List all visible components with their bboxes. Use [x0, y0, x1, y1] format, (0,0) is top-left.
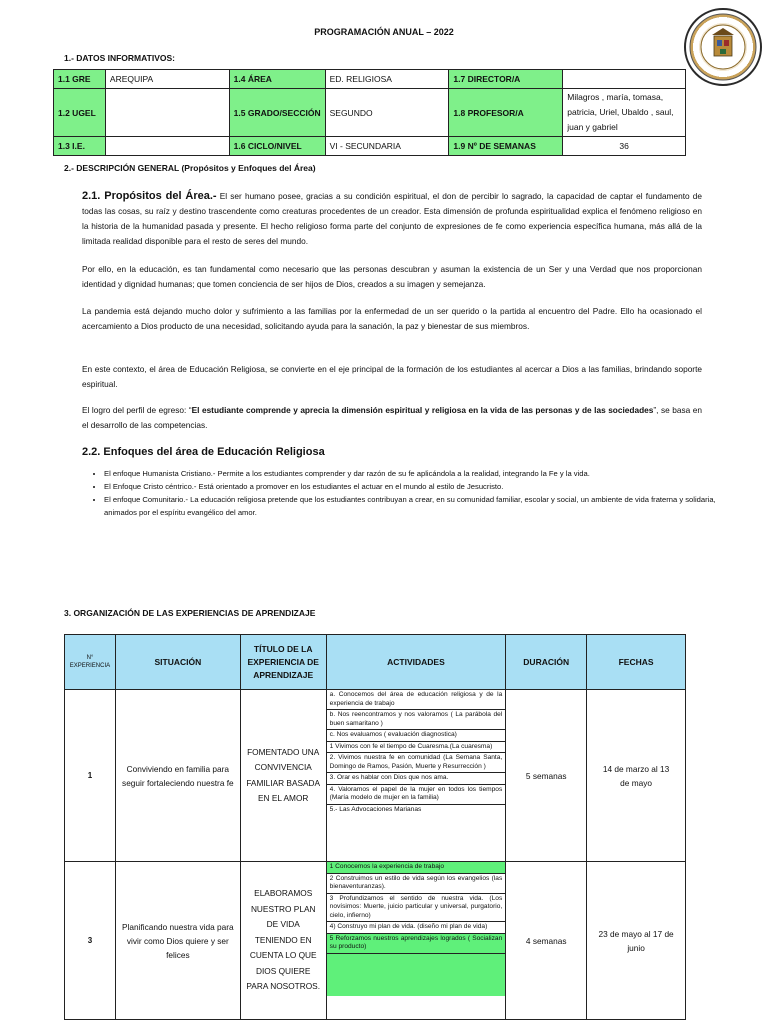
- exp-number: 1: [65, 690, 116, 862]
- exp-situation: Conviviendo en familia para seguir fortaleciendo nuestra fe: [115, 690, 240, 862]
- section1-heading: 1.- DATOS INFORMATIVOS:: [64, 53, 175, 63]
- col-header-situacion: SITUACIÓN: [115, 635, 240, 690]
- exp-dates: 23 de mayo al 17 de junio: [587, 862, 686, 1020]
- exp-activities: [326, 862, 506, 1020]
- info-value-gre: AREQUIPA: [105, 70, 229, 89]
- col-header-duracion: DURACIÓN: [506, 635, 587, 690]
- activity-item: 2. Vivimos nuestra fe en comunidad (La Semana Santa, Domingo de Ramos, Pasión, Muerte y Resurrección ): [327, 753, 506, 773]
- info-label-director: 1.7 DIRECTOR/A: [449, 70, 563, 89]
- info-value-grado: SEGUNDO: [325, 89, 449, 137]
- info-value-area: ED. RELIGIOSA: [325, 70, 449, 89]
- info-row: [54, 89, 686, 137]
- info-label-ciclo: 1.6 CICLO/NIVEL: [229, 137, 325, 156]
- document-title: PROGRAMACIÓN ANUAL – 2022: [314, 27, 454, 37]
- profile-quote: El estudiante comprende y aprecia la dimensión espiritual y religiosa en la vida de las personas y de las sociedades: [191, 405, 654, 415]
- exp-duration: 4 semanas: [506, 862, 587, 1020]
- info-value-director: [563, 70, 686, 89]
- list-item: • El enfoque Comunitario.- La educación religiosa pretende que los estudiantes contribuyan a crear, en su comunidad familiar, escolar y social, un ambiente de vida fraterna y solidaria, animados por el espíritu evangélico del amor.: [104, 493, 719, 519]
- activity-item: 1 Conocemos la experiencia de trabajo: [327, 862, 506, 874]
- info-label-semanas: 1.9 Nº DE SEMANAS: [449, 137, 563, 156]
- paragraph-3: La pandemia está dejando mucho dolor y sufrimiento a las familias por la enfermedad de un ser querido o la partida al encuentro del Padre. Ello ha ocasionado el acercamiento a Dios producto de una necesidad, solicitando ayuda para la sanación, la paz y bienestar de sus miembros.: [82, 306, 702, 331]
- profile-intro: El logro del perfil de egreso: “: [82, 405, 192, 415]
- col-header-fechas: FECHAS: [587, 635, 686, 690]
- activity-item: b. Nos reencontramos y nos valoramos ( La parábola del buen samaritano ): [327, 710, 506, 730]
- activity-item: 3. Orar es hablar con Dios que nos ama.: [327, 773, 506, 785]
- info-row: [54, 70, 686, 89]
- purposes-text: El ser humano posee, gracias a su condición espiritual, el don de percibir lo sagrado, la capacidad de captar el fundamento de todas las cosas, su raíz y destino trascendente como creaturas procedentes de un creador. Esta dimensión de profunda espiritualidad explica el fenómeno religioso en la historia de la humanidad pasada y presente. El hecho religioso forma parte del conjunto de expresiones de fe como experiencia específica humana, más allá de la limitada realidad disponible para el resto de seres del mundo.: [82, 191, 702, 246]
- info-label-ugel: 1.2 UGEL: [54, 89, 106, 137]
- activity-item: 5.- Las Advocaciones Marianas: [329, 805, 422, 813]
- activity-item: a. Conocemos del área de educación religiosa y de la experiencia de trabajo: [327, 690, 506, 710]
- info-label-grado: 1.5 GRADO/SECCIÓN: [229, 89, 325, 137]
- experiences-table: [64, 634, 686, 1020]
- section3-heading: 3. ORGANIZACIÓN DE LAS EXPERIENCIAS DE APRENDIZAJE: [64, 608, 316, 618]
- activity-item: 4) Construyo mi plan de vida. (diseño mi plan de vida): [327, 922, 506, 934]
- exp-situation: Planificando nuestra vida para vivir como Dios quiere y ser felices: [115, 862, 240, 1020]
- info-value-ie: [105, 137, 229, 156]
- info-row: [54, 137, 686, 156]
- activity-item: 5 Reforzamos nuestros aprendizajes logrados ( Socializan su producto): [327, 934, 506, 954]
- purposes-subheading: 2.1. Propósitos del Área.-: [82, 190, 217, 202]
- info-label-gre: 1.1 GRE: [54, 70, 106, 89]
- exp-duration: 5 semanas: [506, 690, 587, 862]
- activity-item: c. Nos evaluamos ( evaluación diagnostica): [327, 730, 506, 742]
- paragraph-4: En este contexto, el área de Educación Religiosa, se convierte en el eje principal de la formación de los estudiantes al acercar a Dios a las familias, brindando soporte espiritual.: [82, 364, 702, 389]
- info-table: [53, 69, 686, 156]
- exp-title: ELABORAMOS NUESTRO PLAN DE VIDA TENIENDO EN CUENTA LO QUE DIOS QUIERE PARA NOSOTROS.: [240, 862, 326, 1020]
- col-header-titulo: TÍTULO DE LA EXPERIENCIA DE APRENDIZAJE: [240, 635, 326, 690]
- col-header-num: N° EXPERIENCIA: [65, 635, 116, 690]
- paragraph-2: Por ello, en la educación, es tan fundamental como necesario que las personas descubran y asuman la existencia de un Ser y una Verdad que nos proporcionan identidad y dignidad humanas; que tomen conciencia de ser hijos de Dios, creados a su imagen y semejanza.: [82, 264, 702, 289]
- info-label-profesor: 1.8 PROFESOR/A: [449, 89, 563, 137]
- exp-number: 3: [65, 862, 116, 1020]
- info-value-ugel: [105, 89, 229, 137]
- activity-item: 2 Construimos un estilo de vida según los evangelios (las bienaventuranzas).: [327, 874, 506, 894]
- exp-dates: 14 de marzo al 13 de mayo: [587, 690, 686, 862]
- activity-item: 3 Profundizamos el sentido de nuestra vida. (Los novísimos: Muerte, juicio particular y universal, purgatorio, cielo, infierno): [327, 894, 506, 923]
- info-value-semanas: 36: [563, 137, 686, 156]
- info-label-ie: 1.3 I.E.: [54, 137, 106, 156]
- approaches-list: [90, 467, 719, 519]
- info-value-ciclo: VI - SECUNDARIA: [325, 137, 449, 156]
- col-header-actividades: ACTIVIDADES: [326, 635, 506, 690]
- school-seal-logo: [684, 8, 762, 86]
- activity-item: 1 Vivimos con fe el tiempo de Cuaresma.(La cuaresma): [327, 742, 506, 754]
- paragraph-5: [82, 403, 702, 433]
- table-row: [65, 862, 686, 1020]
- table-row: [65, 690, 686, 862]
- info-value-profesor: Milagros , maría, tomasa, patricia, Uriel, Ubaldo , saul, juan y gabriel: [563, 89, 686, 137]
- info-label-area: 1.4 ÁREA: [229, 70, 325, 89]
- exp-title: FOMENTADO UNA CONVIVENCIA FAMILIAR BASADA EN EL AMOR: [240, 690, 326, 862]
- highlight-block: [327, 954, 506, 996]
- exp-activities: [326, 690, 506, 862]
- list-item: • El enfoque Humanista Cristiano.- Permite a los estudiantes comprender y dar razón de su fe aplicándola a la realidad, integrando la Fe y la vida.: [104, 467, 719, 480]
- activity-item: 4. Valoramos el papel de la mujer en todos los tiempos (María modelo de mujer en la familia): [327, 785, 506, 805]
- list-item: • El Enfoque Cristo céntrico.- Está orientado a promover en los estudiantes el actuar en el mundo al estilo de Jesucristo.: [104, 480, 719, 493]
- approaches-subheading: 2.2. Enfoques del área de Educación Religiosa: [82, 446, 325, 458]
- purposes-paragraph: [82, 189, 702, 249]
- section2-heading: 2.- DESCRIPCIÓN GENERAL (Propósitos y Enfoques del Área): [64, 163, 316, 173]
- table-header-row: [65, 635, 686, 690]
- profile-outro: ”, se basa en el desarrollo de las competencias.: [82, 405, 702, 430]
